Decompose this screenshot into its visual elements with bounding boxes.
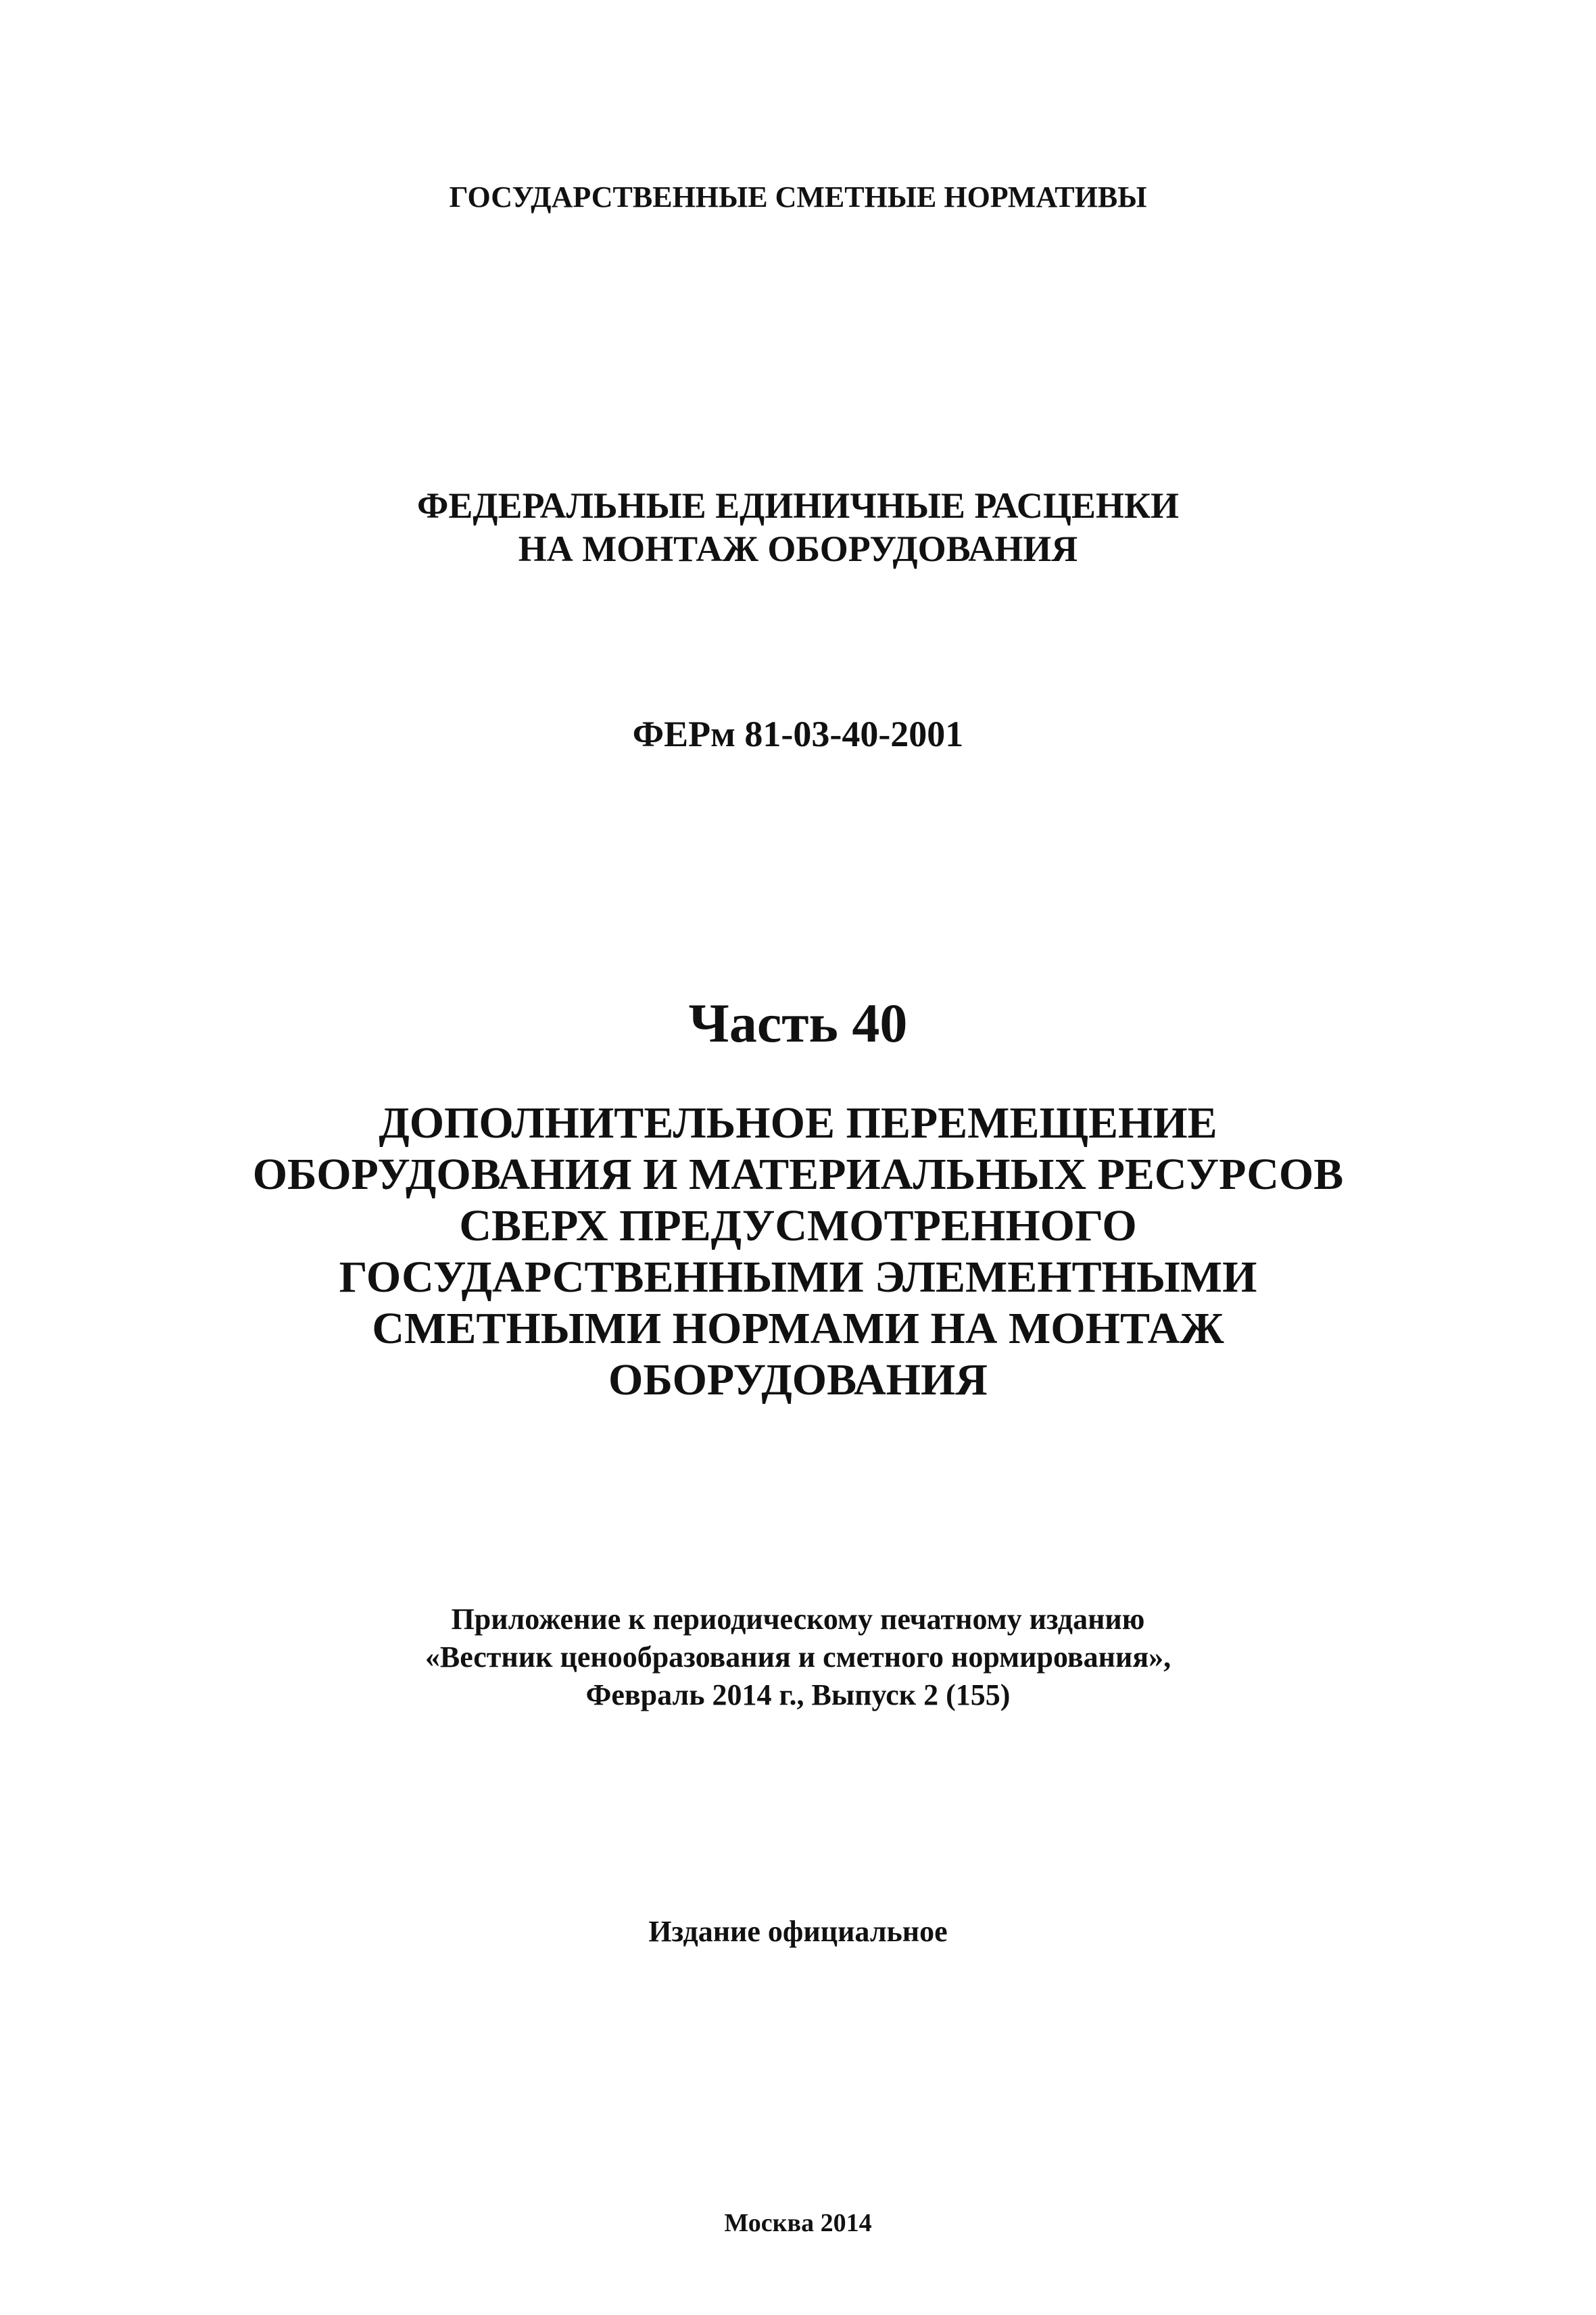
publication-appendix-note [0, 1601, 1596, 1714]
part-number [0, 990, 1596, 1057]
document-code-text: ФЕРм 81-03-40-2001 [632, 714, 964, 754]
series-title-line: НА МОНТАЖ ОБОРУДОВАНИЯ [518, 529, 1078, 569]
part-subject-line: ОБОРУДОВАНИЯ И МАТЕРИАЛЬНЫХ РЕСУРСОВ [252, 1150, 1344, 1199]
edition-label [0, 1913, 1596, 1951]
edition-label-text: Издание официальное [648, 1915, 948, 1948]
part-number-text: Часть 40 [688, 992, 908, 1054]
header-title-text: ГОСУДАРСТВЕННЫЕ СМЕТНЫЕ НОРМАТИВЫ [449, 180, 1147, 214]
part-subject-line: ДОПОЛНИТЕЛЬНОЕ ПЕРЕМЕЩЕНИЕ [379, 1098, 1217, 1148]
series-title-line: ФЕДЕРАЛЬНЫЕ ЕДИНИЧНЫЕ РАСЦЕНКИ [416, 485, 1180, 526]
part-subject-line: ГОСУДАРСТВЕННЫМИ ЭЛЕМЕНТНЫМИ [339, 1252, 1257, 1302]
appendix-line: «Вестник ценообразования и сметного нормирования», [425, 1640, 1171, 1674]
document-code [0, 712, 1596, 756]
part-subject-line: СМЕТНЫМИ НОРМАМИ НА МОНТАЖ [372, 1304, 1224, 1353]
series-title [0, 484, 1596, 570]
appendix-line: Февраль 2014 г., Выпуск 2 (155) [585, 1678, 1011, 1711]
header-title [0, 177, 1596, 218]
imprint-city-year [0, 2206, 1596, 2240]
imprint-city-year-text: Москва 2014 [724, 2209, 872, 2237]
part-subject-line: ОБОРУДОВАНИЯ [608, 1355, 988, 1405]
part-subject [0, 1098, 1596, 1406]
part-subject-line: СВЕРХ ПРЕДУСМОТРЕННОГО [459, 1201, 1137, 1250]
appendix-line: Приложение к периодическому печатному изданию [451, 1603, 1145, 1636]
